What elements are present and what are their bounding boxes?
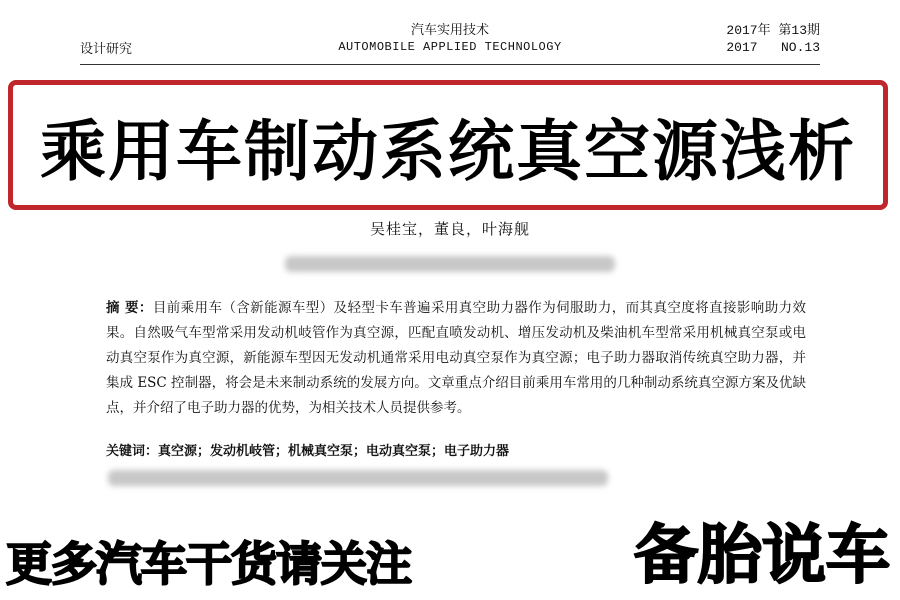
blurred-affiliation [285, 256, 615, 272]
keywords [106, 440, 806, 459]
journal-header [80, 22, 820, 65]
promo-banner [0, 516, 900, 600]
blurred-classification [108, 470, 608, 486]
keywords-text: 真空源；发动机岐管；机械真空泵；电动真空泵；电子助力器 [158, 444, 510, 459]
issue-cn: 2017年 第13期 [726, 23, 820, 38]
abstract-label: 摘 要： [106, 300, 153, 316]
authors: 吴桂宝，董良，叶海舰 [369, 220, 530, 238]
issue-info [726, 22, 820, 56]
promo-text: 更多汽车干货请关注 [6, 537, 411, 591]
section-label: 设计研究 [80, 42, 133, 57]
title-highlight-box [8, 80, 888, 210]
journal-name [280, 22, 620, 56]
article-title: 乘用车制动系统真空源浅析 [40, 112, 856, 190]
keywords-label: 关键词： [106, 444, 159, 459]
abstract-text: 目前乘用车（含新能源车型）及轻型卡车普遍采用真空助力器作为伺服助力，而其真空度将直接影响助力效果。自然吸气车型常采用发动机岐管作为真空源，匹配直喷发动机、增压发动机及柴油机车型常采用机械真空泵或电动真空泵作为真空源，新能源车型因无发动机通常采用电动真空泵作为真空源；电子助力器取消传统真空助力器，并集成 ESC 控制器，将会是未来制动系统的发展方向。文章重点介绍目前乘用车常用的几种制动系统真空源方案及优缺点，并介绍了电子助力器的优势，为相关技术人员提供参考。 [106, 300, 806, 416]
promo-brand: 备胎说车 [634, 519, 890, 593]
abstract [106, 296, 806, 421]
journal-name-en: AUTOMOBILE APPLIED TECHNOLOGY [338, 40, 562, 54]
journal-name-cn: 汽车实用技术 [410, 23, 489, 38]
issue-en: 2017 NO.13 [726, 40, 820, 55]
